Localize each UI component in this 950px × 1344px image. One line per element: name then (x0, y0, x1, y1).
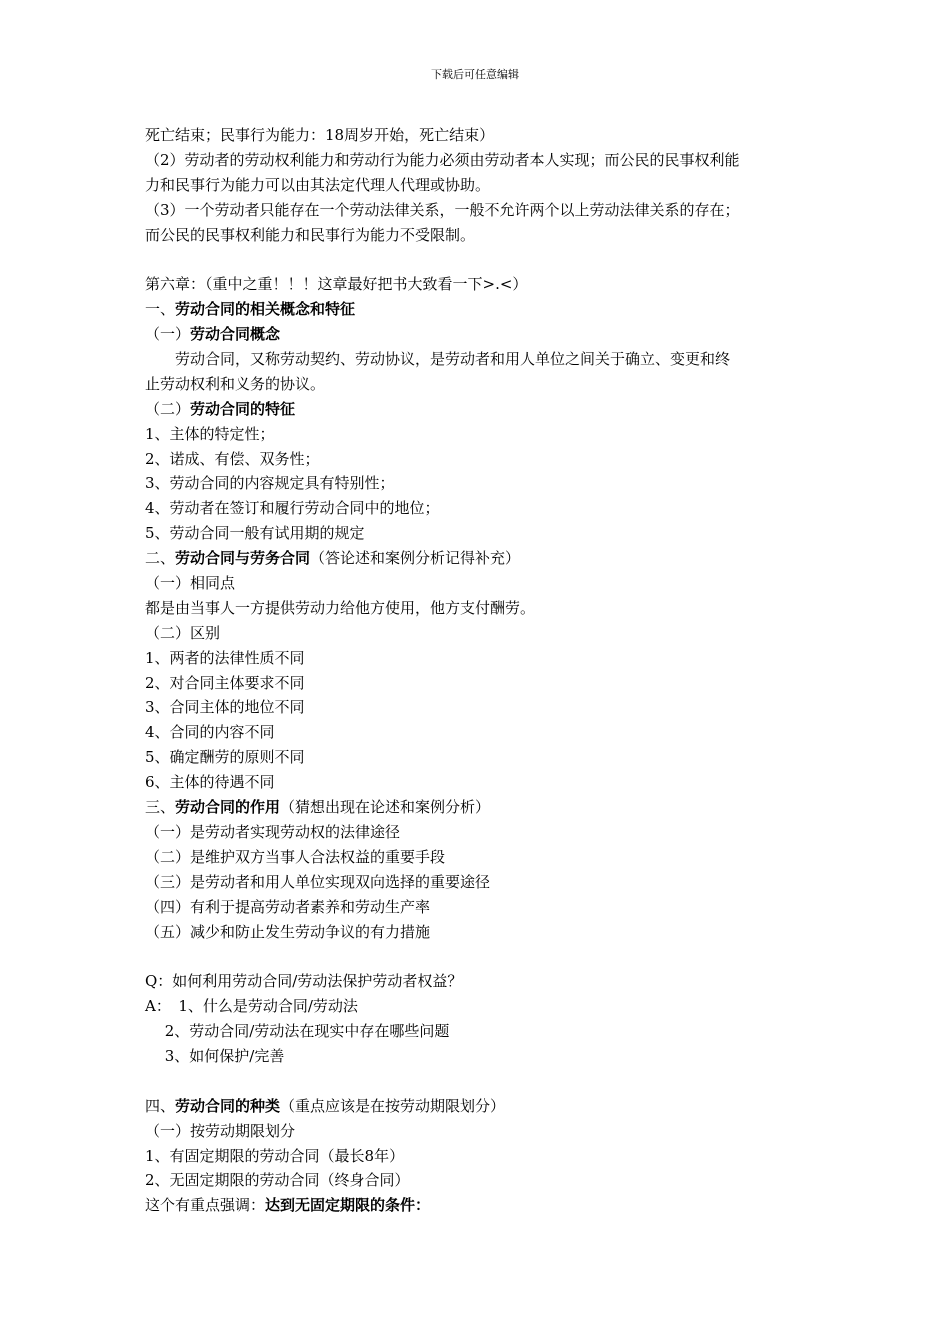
text-segment: 第六章：（重中之重！！！这章最好把书大致看一下>.<） (145, 275, 528, 294)
text-segment: 2、诺成、有偿、双务性； (145, 449, 320, 468)
text-segment: 1、主体的特定性； (145, 424, 275, 443)
text-line (145, 795, 810, 820)
text-segment: （二） (145, 399, 191, 418)
bold-heading-text: 劳动合同的相关概念和特征 (175, 300, 356, 319)
text-line (145, 1019, 810, 1044)
text-segment: 3、劳动合同的内容规定具有特别性； (145, 474, 395, 493)
text-segment: 5、确定酬劳的原则不同 (145, 748, 305, 767)
bold-heading-text: 劳动合同的种类 (175, 1096, 281, 1115)
text-segment: A： 1、什么是劳动合同/劳动法 (145, 997, 358, 1016)
text-segment: （一）按劳动期限划分 (145, 1121, 296, 1140)
text-segment: 这个有重点强调： (145, 1196, 266, 1215)
text-line (145, 397, 810, 422)
text-line (145, 596, 810, 621)
text-segment: 二、 (145, 549, 176, 568)
text-segment: 而公民的民事权利能力和民事行为能力不受限制。 (145, 225, 476, 244)
text-segment: 3、合同主体的地位不同 (145, 698, 305, 717)
text-line (145, 920, 810, 945)
text-line (145, 372, 810, 397)
text-segment: 三、 (145, 798, 176, 817)
text-segment: Q：如何利用劳动合同/劳动法保护劳动者权益？ (145, 972, 463, 991)
text-line (145, 745, 810, 770)
text-segment: （二）区别 (145, 623, 221, 642)
blank-line (145, 944, 810, 969)
text-line (145, 471, 810, 496)
text-segment: （一） (145, 325, 191, 344)
text-line (145, 895, 810, 920)
text-segment: （重点应该是在按劳动期限划分） (280, 1096, 506, 1115)
text-segment: 5、劳动合同一般有试用期的规定 (145, 524, 365, 543)
text-segment: （五）减少和防止发生劳动争议的有力措施 (145, 922, 431, 941)
text-line (145, 447, 810, 472)
text-line (145, 322, 810, 347)
text-line (145, 1144, 810, 1169)
text-segment: 2、劳动合同/劳动法在现实中存在哪些问题 (145, 1022, 450, 1041)
text-line (145, 621, 810, 646)
text-line (145, 1168, 810, 1193)
text-line (145, 571, 810, 596)
text-segment: 劳动合同，又称劳动契约、劳动协议，是劳动者和用人单位之间关于确立、变更和终 (145, 350, 731, 369)
text-segment: 四、 (145, 1096, 176, 1115)
document-body (145, 123, 810, 1218)
text-line (145, 198, 810, 223)
text-line (145, 1193, 810, 1218)
text-segment: （一）是劳动者实现劳动权的法律途径 (145, 822, 401, 841)
text-line (145, 148, 810, 173)
page-header: 下载后可任意编辑 (431, 68, 519, 81)
bold-heading-text: 劳动合同概念 (190, 325, 281, 344)
text-segment: 4、合同的内容不同 (145, 723, 275, 742)
text-line (145, 1094, 810, 1119)
text-line (145, 272, 810, 297)
text-segment: 1、有固定期限的劳动合同（最长8年） (145, 1146, 405, 1165)
text-segment: （一）相同点 (145, 574, 236, 593)
text-line (145, 297, 810, 322)
text-line (145, 646, 810, 671)
text-line (145, 521, 810, 546)
text-segment: （答论述和案例分析记得补充） (310, 549, 521, 568)
text-segment: 1、两者的法律性质不同 (145, 648, 305, 667)
text-line (145, 994, 810, 1019)
text-line (145, 422, 810, 447)
text-line (145, 1044, 810, 1069)
text-segment: （四）有利于提高劳动者素养和劳动生产率 (145, 897, 431, 916)
text-line (145, 770, 810, 795)
text-line (145, 695, 810, 720)
bold-heading-text: 劳动合同的特征 (190, 399, 296, 418)
text-line (145, 123, 810, 148)
text-line (145, 546, 810, 571)
text-line (145, 496, 810, 521)
text-segment: 力和民事行为能力可以由其法定代理人代理或协助。 (145, 175, 491, 194)
text-line (145, 223, 810, 248)
text-line (145, 720, 810, 745)
blank-line (145, 1069, 810, 1094)
text-line (145, 173, 810, 198)
bold-heading-text: 达到无固定期限的条件： (265, 1196, 431, 1215)
text-segment: 死亡结束；民事行为能力：18周岁开始，死亡结束） (145, 126, 495, 144)
text-segment: （猜想出现在论述和案例分析） (280, 798, 491, 817)
text-line (145, 347, 810, 372)
text-segment: （三）是劳动者和用人单位实现双向选择的重要途径 (145, 872, 491, 891)
text-segment: 3、如何保护/完善 (145, 1046, 285, 1065)
text-segment: 一、 (145, 300, 176, 319)
text-line (145, 870, 810, 895)
text-segment: （2）劳动者的劳动权利能力和劳动行为能力必须由劳动者本人实现；而公民的民事权利能 (145, 150, 740, 169)
text-line (145, 671, 810, 696)
text-segment: 止劳动权利和义务的协议。 (145, 374, 326, 393)
bold-heading-text: 劳动合同的作用 (175, 798, 281, 817)
text-line (145, 820, 810, 845)
text-segment: （3）一个劳动者只能存在一个劳动法律关系，一般不允许两个以上劳动法律关系的存在； (145, 200, 740, 219)
text-segment: （二）是维护双方当事人合法权益的重要手段 (145, 847, 446, 866)
text-segment: 都是由当事人一方提供劳动力给他方使用，他方支付酬劳。 (145, 598, 536, 617)
text-line (145, 845, 810, 870)
text-segment: 4、劳动者在签订和履行劳动合同中的地位； (145, 499, 440, 518)
bold-heading-text: 劳动合同与劳务合同 (175, 549, 311, 568)
text-segment: 6、主体的待遇不同 (145, 773, 275, 792)
text-segment: 2、对合同主体要求不同 (145, 673, 305, 692)
text-line (145, 1119, 810, 1144)
text-segment: 2、无固定期限的劳动合同（终身合同） (145, 1171, 410, 1190)
blank-line (145, 247, 810, 272)
text-line (145, 969, 810, 994)
